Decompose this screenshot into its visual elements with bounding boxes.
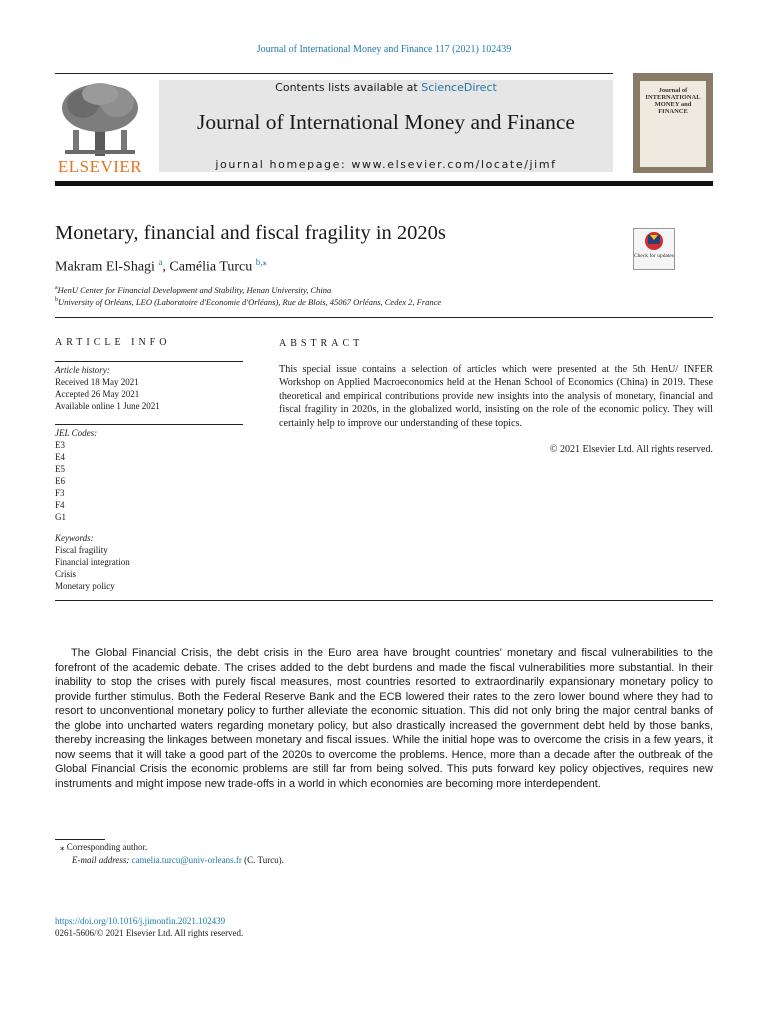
received-date: Received 18 May 2021 <box>55 377 139 387</box>
abstract-text: This special issue contains a selection of articles which were presented at the 5th HenU/ INFER Workshop on Applied Macroeconomics held at the Henan School of Economics (China) in 2019. These theoretical and empirical contributions provide new insights into the analysis of monetary, financial and fiscal fragility in 2020s, in the globalized world, insisting on the role of the economic policy. They will certainly help to improve our understanding of these topics. <box>279 364 713 429</box>
affiliation-marker[interactable]: b,⁎ <box>255 257 268 267</box>
jel-code: F4 <box>55 500 65 510</box>
affiliation-b <box>55 297 441 307</box>
jel-code: G1 <box>55 512 66 522</box>
jel-code: F3 <box>55 488 65 498</box>
email-link[interactable]: camelia.turcu@univ-orleans.fr <box>131 855 242 865</box>
keyword: Crisis <box>55 569 77 579</box>
section-rule <box>55 317 713 318</box>
jel-code: E3 <box>55 440 65 450</box>
crossmark-icon <box>634 229 674 253</box>
header-rule <box>55 73 613 74</box>
abstract-heading: ABSTRACT <box>279 338 364 349</box>
journal-citation[interactable]: Journal of International Money and Finance 117 (2021) 102439 <box>256 44 512 55</box>
header-thick-rule <box>55 181 713 186</box>
doi-link[interactable]: https://doi.org/10.1016/j.jimonfin.2021.102439 <box>55 916 226 926</box>
affiliation-text: University of Orléans, LEO (Laboratoire d'Economie d'Orléans), Rue de Blois, 45067 Orléans, Cedex 2, France <box>58 297 442 307</box>
publisher-wordmark: ELSEVIER <box>57 157 143 176</box>
abstract-copyright: © 2021 Elsevier Ltd. All rights reserved. <box>549 444 713 455</box>
cover-title: Journal of INTERNATIONAL MONEY and FINANCE <box>645 87 701 115</box>
jel-code: E4 <box>55 452 65 462</box>
affiliation-mark: b <box>55 297 58 304</box>
email-label: E-mail address: <box>72 855 132 865</box>
footnote-rule <box>55 839 105 840</box>
email-suffix: (C. Turcu). <box>241 855 284 865</box>
check-for-updates-button[interactable] <box>633 228 675 270</box>
corresponding-author-note: ⁎ Corresponding author. <box>60 842 148 852</box>
article-history <box>55 364 160 412</box>
affiliation-mark: a <box>55 285 58 292</box>
contents-prefix: Contents lists available at <box>275 81 422 94</box>
author-list <box>55 257 267 276</box>
keyword: Monetary policy <box>55 581 115 591</box>
contents-line <box>159 81 613 94</box>
author-separator: , <box>162 259 170 275</box>
jel-codes <box>55 427 97 523</box>
affiliation-text: HenU Center for Financial Development and Stability, Henan University, China <box>57 285 332 295</box>
sciencedirect-link[interactable]: ScienceDirect <box>421 81 497 94</box>
crossmark-label: Check for updates <box>634 253 675 259</box>
online-date: Available online 1 June 2021 <box>55 401 160 411</box>
info-rule <box>55 361 243 362</box>
info-rule <box>55 424 243 425</box>
affiliation-a <box>55 285 331 295</box>
keywords <box>55 532 130 592</box>
tree-icon <box>55 80 145 158</box>
keyword: Fiscal fragility <box>55 545 108 555</box>
accepted-date: Accepted 26 May 2021 <box>55 389 140 399</box>
journal-title: Journal of International Money and Finance <box>197 110 575 134</box>
jel-code: E6 <box>55 476 65 486</box>
affiliation-marker[interactable]: a <box>158 257 163 267</box>
author-name: Makram El-Shagi <box>55 259 155 275</box>
section-rule <box>55 600 713 601</box>
keywords-label: Keywords: <box>55 533 94 543</box>
history-label: Article history: <box>55 365 110 375</box>
email-note <box>72 855 284 865</box>
cover-page <box>640 81 706 167</box>
author-name: Camélia Turcu <box>169 259 253 275</box>
jel-label: JEL Codes: <box>55 428 98 438</box>
issn-copyright: 0261-5606/© 2021 Elsevier Ltd. All rights reserved. <box>55 928 244 938</box>
article-info-heading: ARTICLE INFO <box>55 337 171 348</box>
jel-code: E5 <box>55 464 65 474</box>
body-paragraph: The Global Financial Crisis, the debt crisis in the Euro area have brought countries' monetary and fiscal vulnerabilities to the forefront of the academic debate. The crises added to the debt burdens and made the fiscal vulnerabilities more substantial. In their inability to stop the crises with purely fiscal measures, most countries resorted to extraordinarily expansionary monetary policy to provide further stimulus. Both the Federal Reserve Bank and the ECB lowered their rates to the zero lower bound where they had to resort to unconventional monetary policy to further alleviate the economic situation. This did not only bring the major central banks of the globe into uncharted waters regarding monetary policy, but also drastically increased the government debt held by those banks, thereby increasing the linkages between monetary and fiscal issues. While the initial hope was to overcome the crisis in a few years, it now seems that it will take a good part of the 2020s to overcome the problems. Hence, more than a decade after the outbreak of the Global Financial Crisis the economic problems are still far from being solved. This puts forward key policy objectives, requires new instruments and might impose new trade-offs in a world in which economies are becoming more interdependent. <box>55 647 713 790</box>
journal-cover-image <box>633 73 713 173</box>
journal-homepage[interactable]: journal homepage: www.elsevier.com/locate/jimf <box>215 158 557 171</box>
keyword: Financial integration <box>55 557 130 567</box>
article-title: Monetary, financial and fiscal fragility in 2020s <box>55 222 446 244</box>
